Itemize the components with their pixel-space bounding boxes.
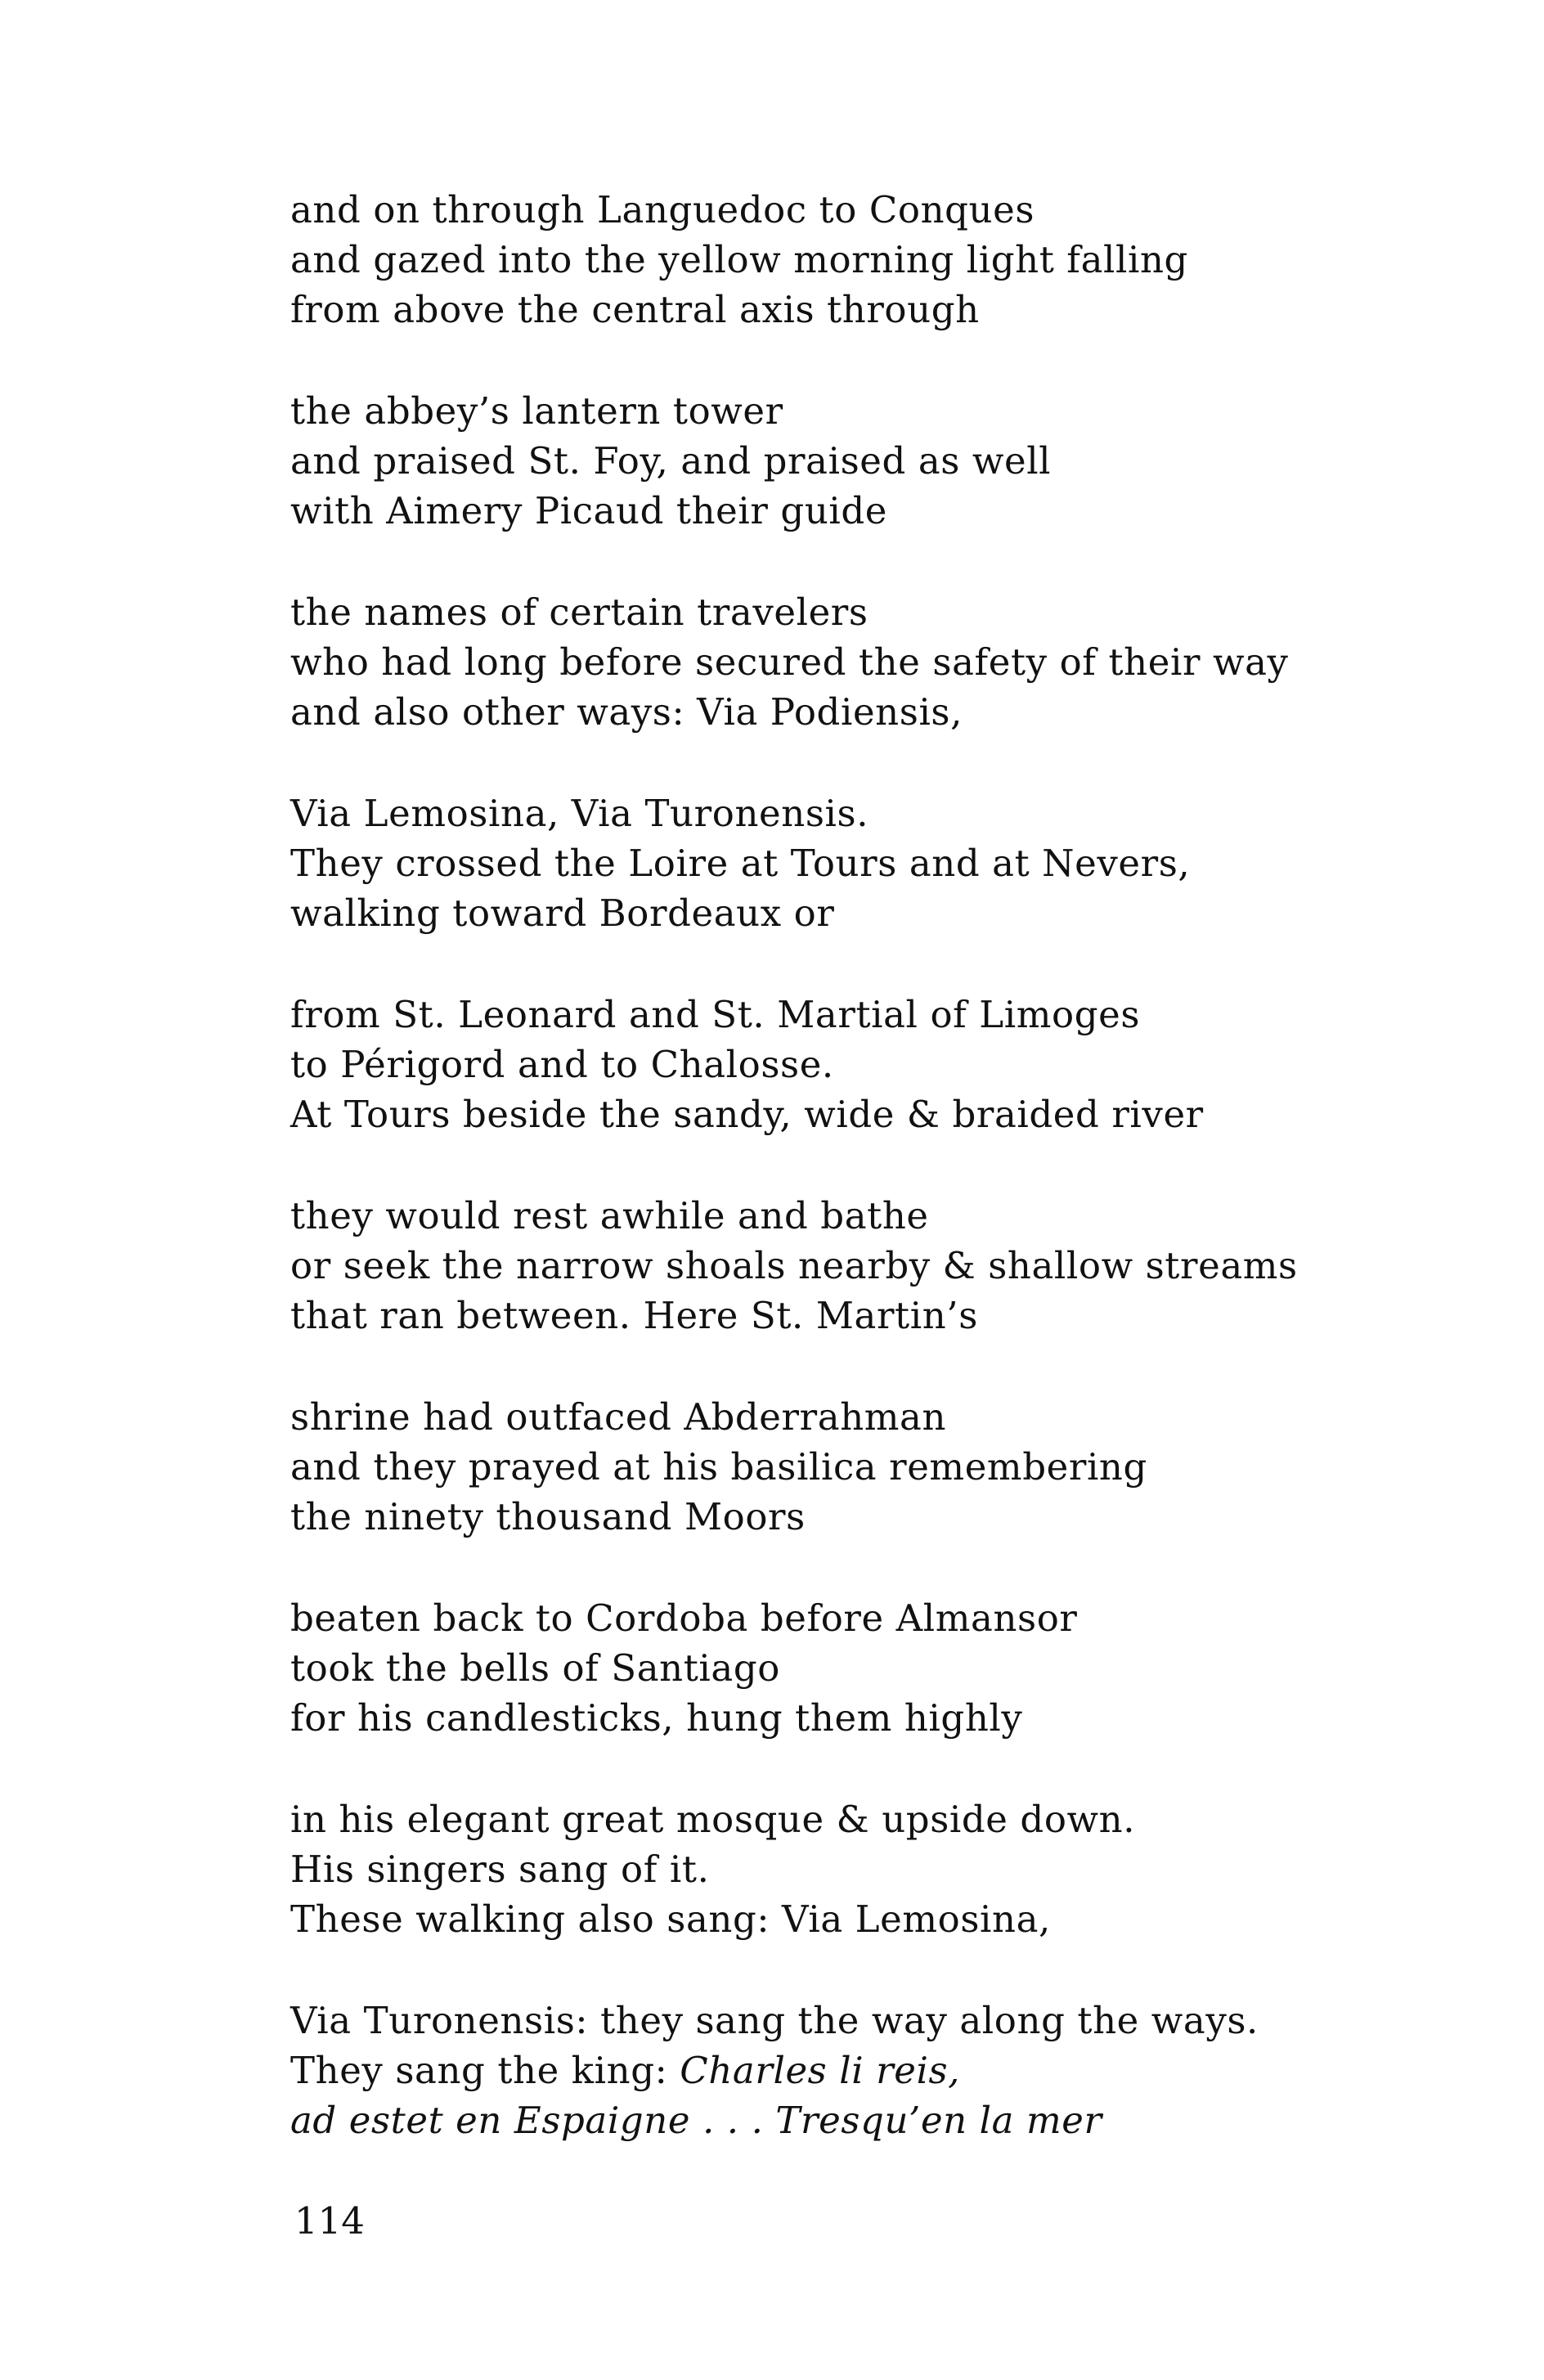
poem-line: Via Lemosina, Via Turonensis.: [290, 792, 869, 835]
stanza: [290, 1794, 1435, 1944]
poem-line: and praised St. Foy, and praised as well: [290, 439, 1052, 483]
poem-line: and they prayed at his basilica remembering: [290, 1445, 1147, 1489]
poem-line: from above the central axis through: [290, 288, 980, 331]
poem-line: walking toward Bordeaux or: [290, 891, 835, 935]
poem-line: Via Turonensis: they sang the way along the ways.: [290, 1999, 1259, 2042]
poem-line: the abbey’s lantern tower: [290, 389, 783, 433]
poem-line: or seek the narrow shoals nearby & shallow streams: [290, 1244, 1298, 1287]
poem-line-italic-quote: Charles li reis,: [680, 2049, 961, 2092]
poem-line: the ninety thousand Moors: [290, 1495, 806, 1538]
poem-line: and on through Languedoc to Conques: [290, 188, 1035, 231]
stanza: [290, 185, 1435, 335]
poem-line: beaten back to Cordoba before Almansor: [290, 1596, 1078, 1640]
poem-line: who had long before secured the safety of their way: [290, 640, 1289, 684]
page-number: 114: [294, 2199, 365, 2243]
poem-line-roman-part: They sang the king:: [290, 2049, 680, 2092]
poem-line: shrine had outfaced Abderrahman: [290, 1395, 947, 1439]
stanza: [290, 1392, 1435, 1542]
poem-line: they would rest awhile and bathe: [290, 1194, 929, 1237]
poem-line: [290, 2045, 1435, 2095]
poem-line: and also other ways: Via Podiensis,: [290, 690, 963, 734]
stanza: [290, 788, 1435, 938]
poem-line: that ran between. Here St. Martin’s: [290, 1294, 978, 1337]
stanza: [290, 386, 1435, 536]
stanza: [290, 1996, 1435, 2145]
stanza: [290, 587, 1435, 737]
stanza: [290, 1593, 1435, 1743]
poem-line: in his elegant great mosque & upside down.: [290, 1798, 1136, 1841]
stanza: [290, 990, 1435, 1139]
poem-line: took the bells of Santiago: [290, 1646, 780, 1690]
poem-line: These walking also sang: Via Lemosina,: [290, 1897, 1051, 1941]
stanza: [290, 1191, 1435, 1340]
poem-line: to Périgord and to Chalosse.: [290, 1043, 834, 1086]
poem-line: from St. Leonard and St. Martial of Limoges: [290, 993, 1141, 1036]
poem-line-italic-quote: ad estet en Espaigne . . . Tresqu’en la mer: [290, 2099, 1102, 2142]
poem-line: and gazed into the yellow morning light falling: [290, 238, 1188, 281]
poem-line: with Aimery Picaud their guide: [290, 489, 888, 532]
poem-line: At Tours beside the sandy, wide & braided river: [290, 1093, 1204, 1136]
poem-line: for his candlesticks, hung them highly: [290, 1696, 1023, 1740]
poem-line: They crossed the Loire at Tours and at Nevers,: [290, 842, 1191, 885]
poem-line: the names of certain travelers: [290, 591, 868, 634]
poem-line: His singers sang of it.: [290, 1848, 710, 1891]
